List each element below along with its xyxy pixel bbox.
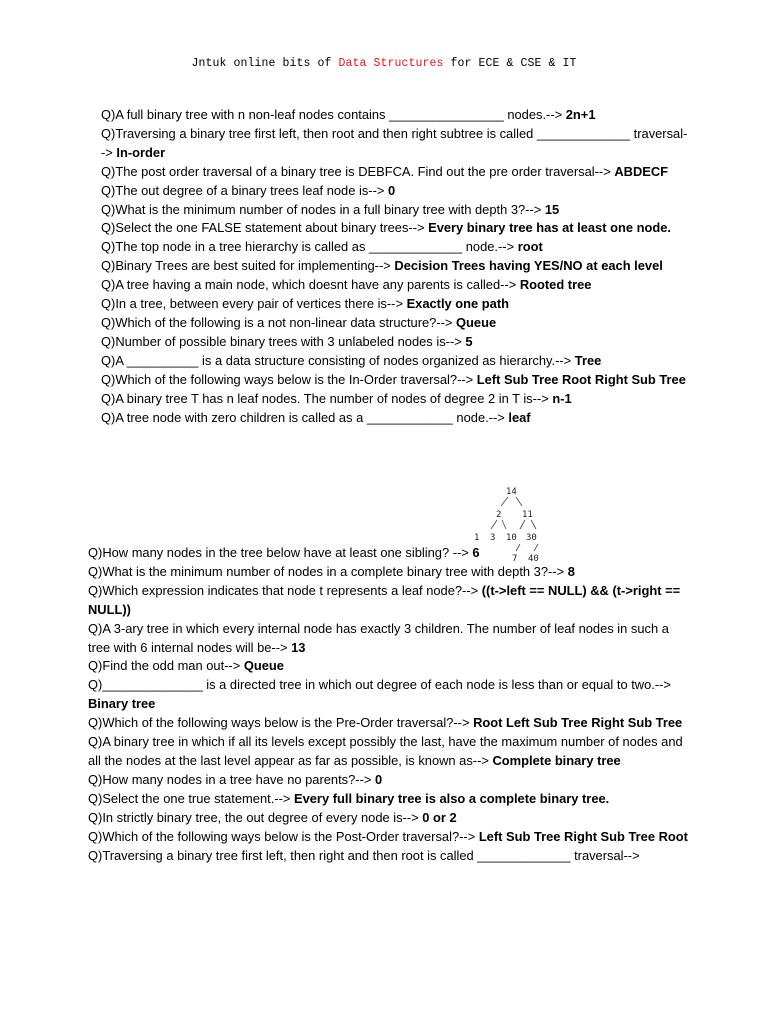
answer: 2n+1 [565,107,596,122]
question-item [101,314,691,333]
question-text: Q)A tree node with zero children is called as a ____________ node.--> [101,409,509,425]
question-text: Q)______________ is a directed tree in which out degree of each node is less than or equal to two.--> [88,677,671,693]
tree-node: 7 [512,554,518,564]
answer: Every binary tree has at least one node. [428,220,671,236]
question-text: Q)A tree having a main node, which doesnt have any parents is called--> [101,277,520,293]
answer: Queue [456,314,497,330]
question-text: Q)How many nodes in a tree have no parents?--> [88,771,375,787]
tree-node: 10 [506,533,517,543]
tree-node: 30 [526,533,537,543]
question-item [101,295,691,314]
question-item [88,828,691,847]
question-text: Q)A binary tree T has n leaf nodes. The number of nodes of degree 2 in T is--> [101,390,553,406]
answer: 0 or 2 [422,809,457,825]
answer: Complete binary tree [492,752,621,768]
answer: leaf [508,409,531,425]
answer: Root Left Sub Tree Right Sub Tree [473,715,683,731]
tree-node: 2 [496,510,502,520]
question-text: Q)The post order traversal of a binary tree is DEBFCA. Find out the pre order traversal--> [101,163,615,179]
question-text: Q)Which of the following ways below is the In-Order traversal?--> [101,371,477,387]
question-text: Q)A __________ is a data structure consisting of nodes organized as hierarchy.--> [101,352,575,368]
question-item [88,847,691,866]
question-item [101,371,691,390]
question-item [88,790,691,809]
question-text: Q)Which expression indicates that node t represents a leaf node?--> [88,582,482,598]
question-text: Q)Select the one FALSE statement about binary trees--> [101,220,429,236]
question-block-2 [88,544,691,865]
answer: Binary tree [88,696,156,712]
title-suffix: for ECE & CSE & IT [443,57,577,70]
title-prefix: Jntuk online bits of [191,57,339,70]
question-item [88,771,691,790]
question-item [88,620,691,658]
question-item [101,163,691,182]
question-item [88,809,691,828]
question-item [101,219,691,238]
question-text: Q)What is the minimum number of nodes in a full binary tree with depth 3?--> [101,201,545,217]
question-item [101,390,691,409]
tree-edge [516,497,522,506]
question-item [88,544,691,563]
tree-edge [491,520,497,529]
tree-edge [520,520,525,529]
question-text: Q)Number of possible binary trees with 3 unlabeled nodes is--> [101,333,466,349]
answer: Rooted tree [519,277,592,293]
page-title [0,57,768,70]
question-item [101,238,691,257]
answer: 0 [374,771,383,787]
question-text: Q)How many nodes in the tree below have at least one sibling? --> [88,545,473,560]
tree-edge [531,520,536,529]
tree-edge [501,497,508,506]
question-item [101,106,691,125]
question-text: Q)A full binary tree with n non-leaf nodes contains ________________ nodes.--> [101,107,566,122]
question-text: Q)The out degree of a binary trees leaf node is--> [101,182,388,198]
tree-node: 11 [522,510,533,520]
tree-node: 3 [490,533,496,543]
question-text: Q)Select the one true statement.--> [88,790,294,806]
tree-node: 1 [474,533,480,543]
question-item [101,182,691,201]
answer: 13 [291,639,306,655]
question-text: Q)A binary tree in which if all its levels except possibly the last, have the maximum number of nodes and all the nodes at the last level appear as far as possible, is known as--> [88,734,683,768]
answer: 5 [465,333,473,349]
answer: ABDECF [614,163,669,179]
question-item [101,257,691,276]
answer: Every full binary tree is also a complete binary tree. [294,790,610,806]
answer: 8 [567,563,575,579]
answer: root [517,239,543,255]
question-block-1 [101,106,691,427]
answer: Left Sub Tree Root Right Sub Tree [476,371,686,387]
answer: Exactly one path [406,296,510,312]
question-text: Q)Which of the following is a not non-linear data structure?--> [101,314,457,330]
question-item [88,676,691,714]
question-item [101,125,691,163]
question-item [101,276,691,295]
question-item [88,582,691,620]
question-text: Q)Which of the following ways below is the Post-Order traversal?--> [88,828,479,844]
question-text: Q)In strictly binary tree, the out degree of every node is--> [88,809,423,825]
answer: Queue [243,658,284,674]
answer: 15 [544,201,560,217]
answer: Left Sub Tree Right Sub Tree Root [478,828,688,844]
question-text: Q)What is the minimum number of nodes in a complete binary tree with depth 3?--> [88,563,568,579]
answer: 0 [387,182,396,198]
answer: Decision Trees having YES/NO at each level [394,258,663,274]
answer: In-order [116,144,166,160]
tree-edge [502,520,506,529]
question-item [101,352,691,371]
question-text: Q)Which of the following ways below is the Pre-Order traversal?--> [88,715,474,731]
question-item [101,333,691,352]
answer: n-1 [552,390,572,406]
tree-node: 40 [528,554,539,564]
question-text: Q)Find the odd man out--> [88,658,244,674]
question-text: Q)Traversing a binary tree first left, then root and then right subtree is called _____________ traversal--> [101,125,688,160]
question-item [88,657,691,676]
answer: ((t->left == NULL) && (t->right == NULL)) [88,582,681,617]
question-item [88,714,691,733]
tree-node: 14 [506,487,517,497]
title-subject: Data Structures [338,57,444,70]
question-text: Q)Traversing a binary tree first left, then right and then root is called _____________ traversal--> [88,847,640,863]
answer: 6 [472,545,480,560]
question-item [88,733,691,771]
question-item [88,563,691,582]
question-item [101,201,691,220]
question-text: Q)Binary Trees are best suited for implementing--> [101,258,395,274]
question-text: Q)In a tree, between every pair of vertices there is--> [101,296,407,312]
question-text: Q)The top node in a tree hierarchy is called as _____________ node.--> [101,239,518,255]
question-item [101,409,691,428]
answer: Tree [574,352,602,368]
question-text: Q)A 3-ary tree in which every internal node has exactly 3 children. The number of leaf nodes in such a tree with 6 internal nodes will be--> [88,620,669,655]
